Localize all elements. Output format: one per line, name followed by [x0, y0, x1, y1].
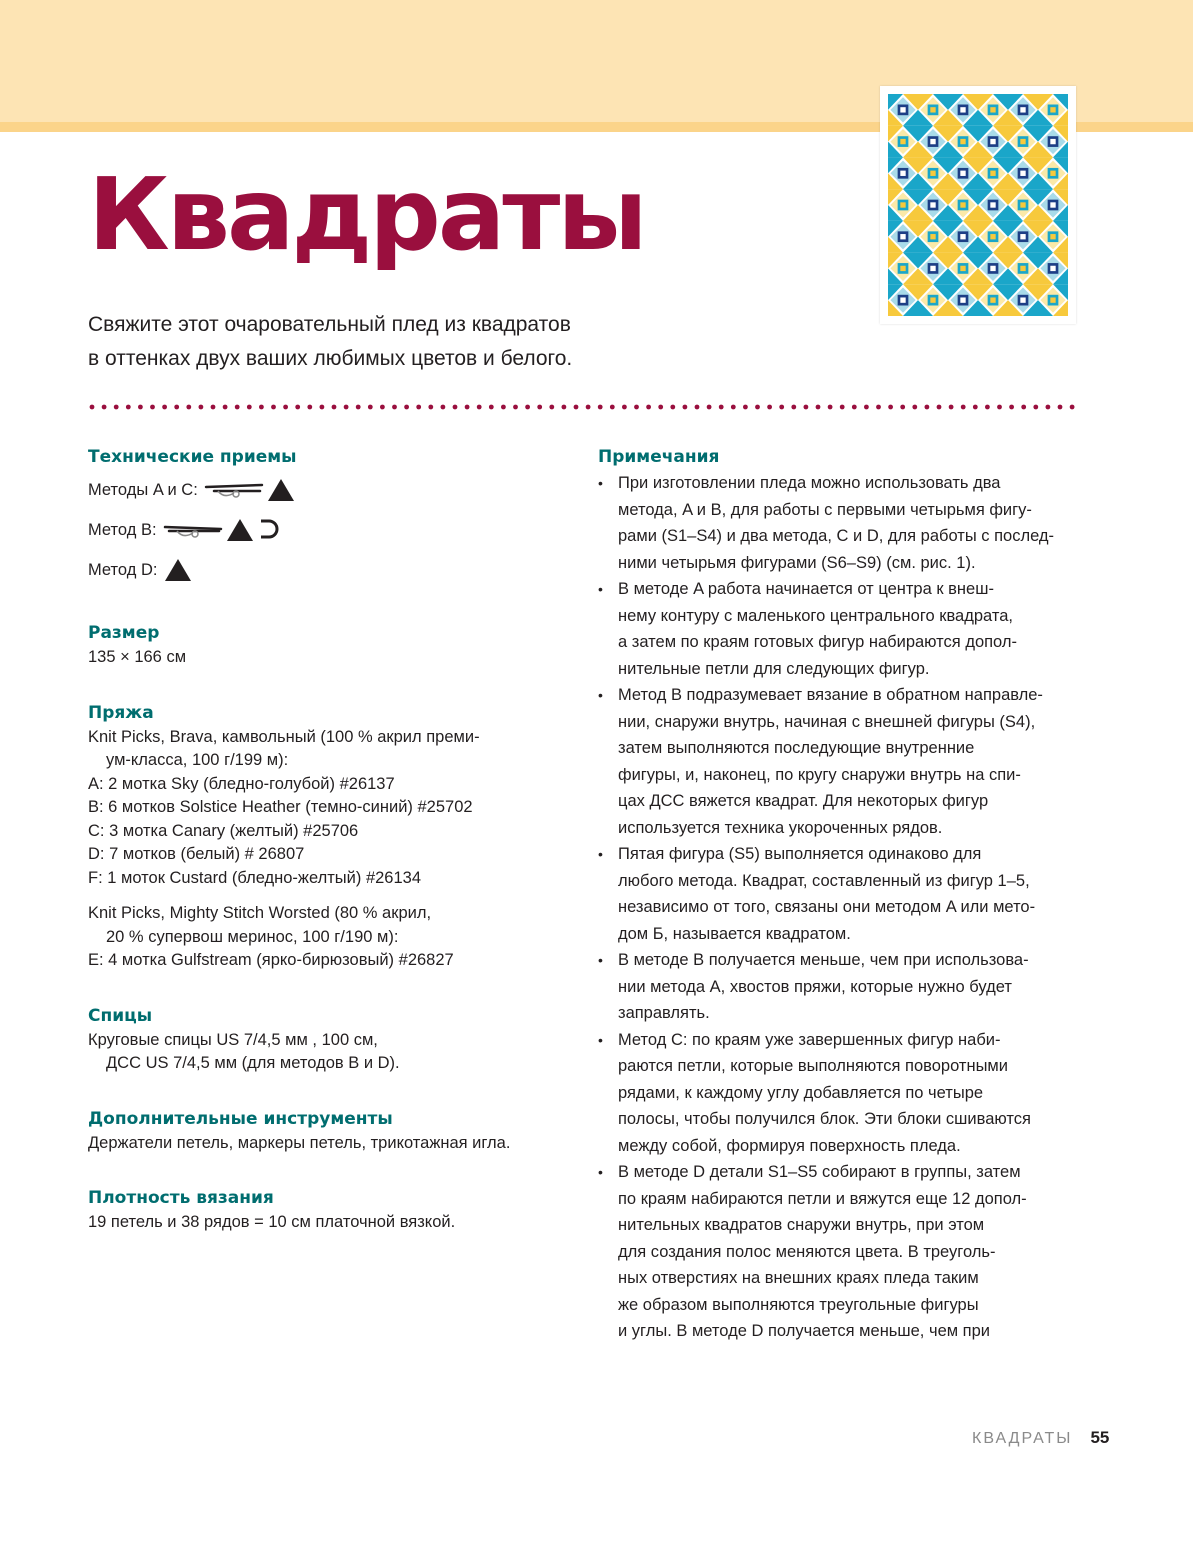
yarn-brand-1: Knit Picks, Brava, камвольный (100 % акрил преми- [88, 727, 480, 746]
note-line: между собой, формируя поверхность пледа. [618, 1136, 961, 1155]
needles-heading: Спицы [88, 1005, 153, 1026]
note-line: • В методе D детали S1–S5 собирают в группы, затем [618, 1163, 1021, 1181]
notes-heading: Примечания [598, 447, 720, 467]
gauge-value: 19 петель и 38 рядов = 10 см платочной вязкой. [88, 1213, 456, 1231]
note-line: же образом выполняются треугольные фигуры [618, 1295, 979, 1314]
note-line: полосы, чтобы получился блок. Эти блоки сшиваются [618, 1110, 1031, 1128]
triangle-icon [266, 477, 296, 503]
yarn-item: A: 2 мотка Sky (бледно-голубой) #26137 [88, 774, 395, 793]
note-line: рами (S1–S4) и два метода, C и D, для работы с послед- [618, 527, 1055, 545]
method-ac-row [88, 470, 558, 510]
dotted-divider [88, 400, 1078, 414]
chapter-name: КВАДРАТЫ [972, 1430, 1073, 1447]
note-line: ных отверстиях на внешних краях пледа таким [618, 1269, 979, 1287]
blanket-thumbnail [880, 86, 1076, 324]
intro-line: в оттенках двух ваших любимых цветов и белого. [88, 347, 573, 370]
note-item [598, 576, 1088, 682]
yarn-brand-1-cont: ум-класса, 100 г/199 м): [106, 751, 289, 769]
notes-list [598, 470, 1088, 1345]
knitting-needles-icon [204, 479, 266, 501]
turn-arrow-icon [255, 517, 281, 543]
method-b-label: Метод B: [88, 520, 157, 539]
yarn-item: C: 3 мотка Canary (желтый) #25706 [88, 821, 359, 840]
note-line: нительных квадратов снаружи внутрь, при этом [618, 1216, 985, 1234]
note-line: дом Б, называется квадратом. [618, 924, 851, 943]
intro-text [88, 308, 688, 376]
note-line: заправлять. [618, 1004, 710, 1022]
triangle-icon [163, 557, 193, 583]
techniques-heading: Технические приемы [88, 447, 297, 467]
note-line: используется техника укороченных рядов. [618, 818, 943, 837]
method-d-label: Метод D: [88, 560, 158, 579]
needles-line: ДСС US 7/4,5 мм (для методов B и D). [106, 1054, 400, 1072]
note-line: для создания полос меняются цвета. В треуголь- [618, 1242, 996, 1261]
note-line: и углы. В методе D получается меньше, чем при [618, 1322, 991, 1340]
note-item [598, 1159, 1088, 1345]
page-title: Квадраты [88, 156, 645, 273]
note-line: затем выполняются последующие внутренние [618, 739, 975, 757]
note-item [598, 841, 1088, 947]
note-item [598, 470, 1088, 576]
note-line: ними четырьмя фигурами (S6–S9) (см. рис. 1). [618, 553, 976, 572]
note-line: нительные петли для следующих фигур. [618, 659, 930, 678]
size-value: 135 × 166 см [88, 648, 187, 666]
yarn-item: F: 1 моток Custard (бледно-желтый) #26134 [88, 868, 421, 887]
method-d-row [88, 550, 558, 590]
page-number: 55 [1090, 1428, 1110, 1447]
method-b-row [88, 510, 558, 550]
needles-line: Круговые спицы US 7/4,5 мм , 100 см, [88, 1030, 378, 1049]
note-line: рядами, к каждому углу добавляется по четыре [618, 1083, 984, 1102]
note-line: а затем по краям готовых фигур набираются допол- [618, 633, 1017, 651]
note-line: • Метод C: по краям уже завершенных фигур наби- [618, 1030, 1001, 1049]
note-line: раются петли, которые выполняются поворотными [618, 1057, 1008, 1075]
yarn-brand-2: Knit Picks, Mighty Stitch Worsted (80 % акрил, [88, 904, 432, 922]
quilt-pattern-image [888, 94, 1068, 316]
note-line: цах ДСС вяжется квадрат. Для некоторых фигур [618, 792, 989, 810]
note-line: • В методе B получается меньше, чем при использова- [618, 951, 1029, 969]
page-footer [972, 1428, 1109, 1448]
note-line: нии метода A, хвостов пряжи, которые нужно будет [618, 977, 1012, 996]
note-line: нии, снаружи внутрь, начиная с внешней фигуры (S4), [618, 712, 1036, 731]
method-ac-label: Методы A и C: [88, 480, 198, 499]
knitting-needles-icon [163, 519, 225, 541]
intro-line: Свяжите этот очаровательный плед из квадратов [88, 313, 571, 336]
yarn-item: D: 7 мотков (белый) # 26807 [88, 845, 305, 863]
triangle-icon [225, 517, 255, 543]
tools-value: Держатели петель, маркеры петель, трикотажная игла. [88, 1133, 511, 1152]
note-line: • При изготовлении пледа можно использовать два [618, 474, 1001, 492]
gauge-heading: Плотность вязания [88, 1188, 274, 1208]
size-heading: Размер [88, 623, 160, 643]
note-line: фигуры, и, наконец, по кругу снаружи внутрь на спи- [618, 765, 1021, 784]
yarn-item: E: 4 мотка Gulfstream (ярко-бирюзовый) #26827 [88, 951, 454, 969]
tools-heading: Дополнительные инструменты [88, 1108, 393, 1129]
note-item [598, 682, 1088, 841]
yarn-item: B: 6 мотков Solstice Heather (темно-синий) #25702 [88, 798, 473, 816]
yarn-heading: Пряжа [88, 702, 154, 723]
note-line: независимо от того, связаны они методом A или мето- [618, 898, 1036, 916]
note-line: любого метода. Квадрат, составленный из фигур 1–5, [618, 871, 1030, 890]
note-line: по краям набираются петли и вяжутся еще 12 допол- [618, 1189, 1027, 1208]
note-line: • В методе A работа начинается от центра к внеш- [618, 580, 994, 598]
note-line: • Метод B подразумевает вязание в обратном направле- [618, 686, 1043, 704]
note-line: нему контуру с маленького центрального квадрата, [618, 606, 1013, 625]
note-item [598, 947, 1088, 1027]
note-line: метода, A и B, для работы с первыми четырьмя фигу- [618, 500, 1032, 519]
right-column [598, 444, 1088, 1345]
note-item [598, 1027, 1088, 1160]
note-line: • Пятая фигура (S5) выполняется одинаково для [618, 845, 982, 863]
yarn-brand-2-cont: 20 % супервош меринос, 100 г/190 м): [106, 927, 399, 946]
left-column [88, 444, 558, 1235]
